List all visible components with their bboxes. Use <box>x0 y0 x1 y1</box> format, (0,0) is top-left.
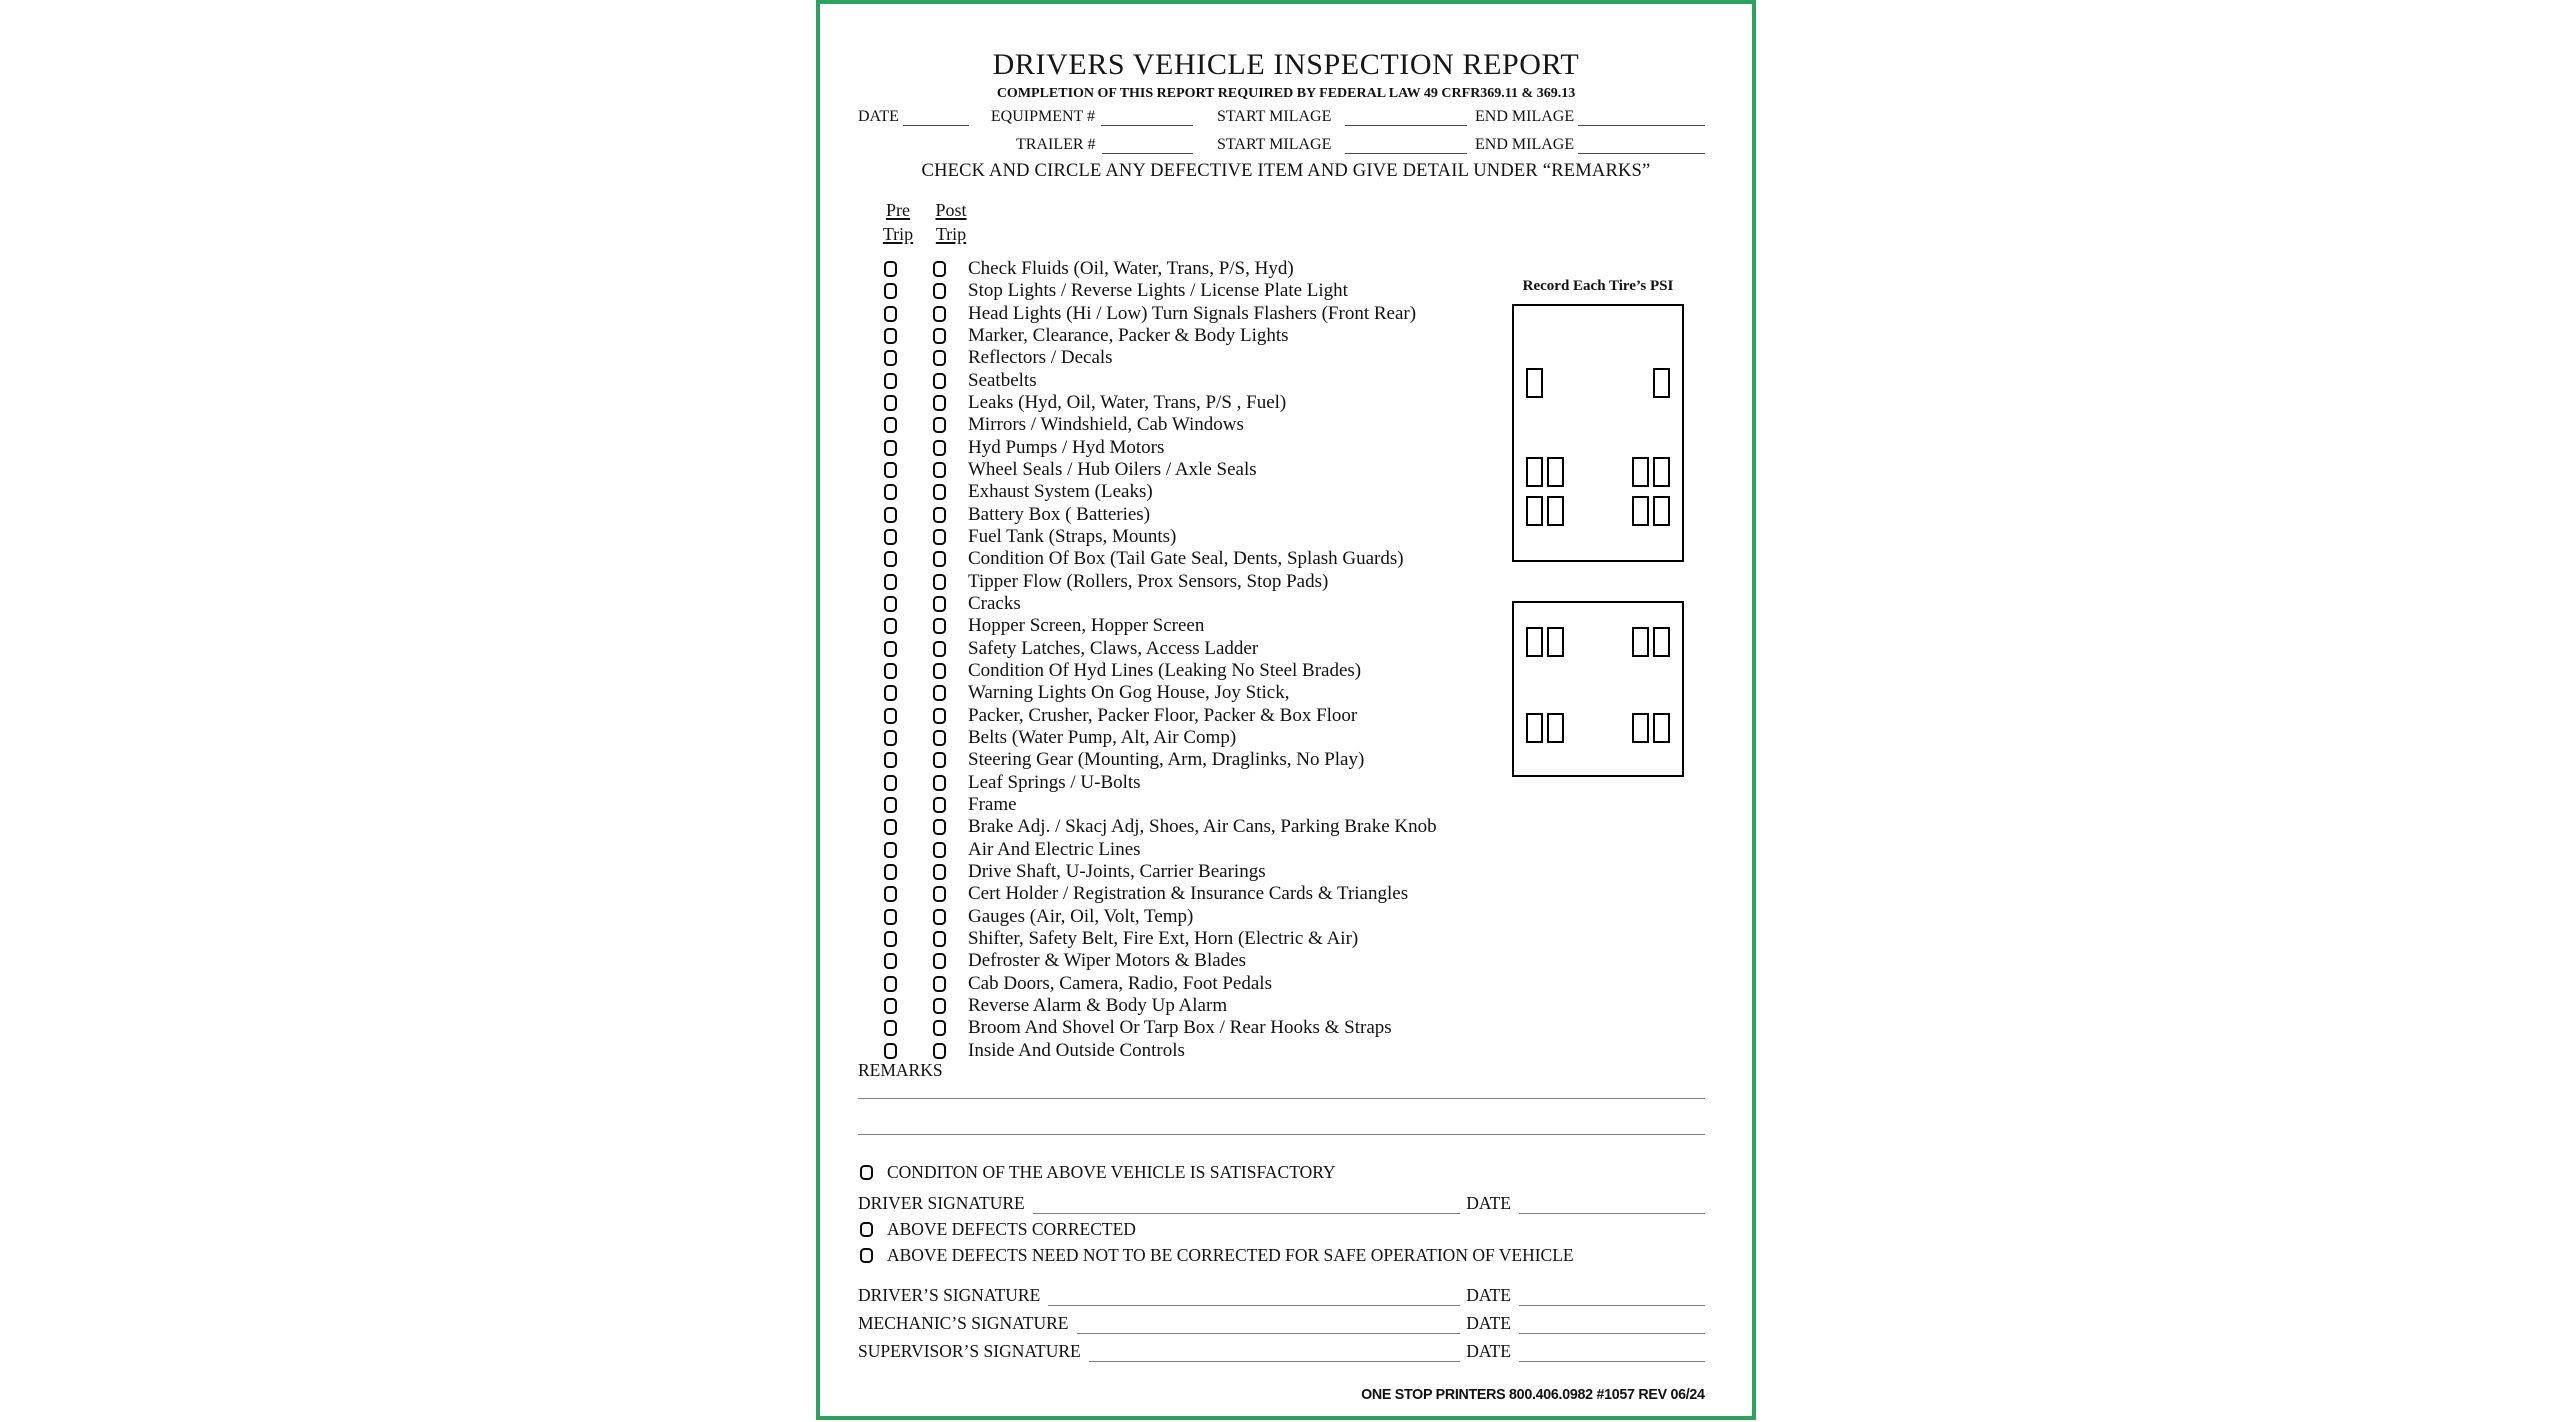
pre-trip-checkbox[interactable] <box>884 574 897 590</box>
post-trip-checkbox[interactable] <box>933 976 946 992</box>
pre-trip-checkbox[interactable] <box>884 708 897 724</box>
trailer-end-milage-input-line[interactable] <box>1578 138 1705 154</box>
pre-trip-checkbox[interactable] <box>884 976 897 992</box>
checklist-row <box>884 325 1504 347</box>
drivers-signature-row <box>858 1282 1705 1306</box>
post-trip-checkbox[interactable] <box>933 462 946 478</box>
satisfactory-label: CONDITON OF THE ABOVE VEHICLE IS SATISFACTORY <box>887 1162 1336 1182</box>
checklist-row <box>884 481 1504 503</box>
satisfactory-checkbox[interactable] <box>860 1165 873 1180</box>
pre-trip-checkbox[interactable] <box>884 909 897 925</box>
checklist-item-label: Seatbelts <box>968 369 1037 391</box>
supervisors-signature-date-label: DATE <box>1466 1341 1511 1361</box>
start-milage-input-line[interactable] <box>1345 110 1467 126</box>
driver-signature-input-line[interactable] <box>1033 1198 1461 1214</box>
tire-psi-cell[interactable] <box>1653 457 1670 487</box>
checklist-item-label: Packer, Crusher, Packer Floor, Packer & Box Floor <box>968 704 1358 726</box>
checklist-item-label: Wheel Seals / Hub Oilers / Axle Seals <box>968 459 1257 481</box>
post-trip-checkbox[interactable] <box>933 395 946 411</box>
mechanics-signature-row <box>858 1310 1705 1334</box>
pre-trip-checkbox[interactable] <box>884 775 897 791</box>
pre-trip-checkbox[interactable] <box>884 417 897 433</box>
pre-trip-checkbox[interactable] <box>884 507 897 523</box>
pre-trip-checkbox[interactable] <box>884 685 897 701</box>
header-fields-row-1 <box>858 104 1705 126</box>
checklist-item-label: Steering Gear (Mounting, Arm, Draglinks, No Play) <box>968 749 1365 771</box>
post-trip-checkbox[interactable] <box>933 306 946 322</box>
pre-label: Pre <box>886 200 910 220</box>
tire-psi-cell[interactable] <box>1547 496 1564 526</box>
checklist-item-label: Marker, Clearance, Packer & Body Lights <box>968 325 1289 347</box>
defects-not-corrected-row <box>860 1245 1574 1266</box>
post-trip-checkbox[interactable] <box>933 328 946 344</box>
tire-psi-cell[interactable] <box>1632 457 1649 487</box>
checklist-item-label: Leaf Springs / U-Bolts <box>968 771 1141 793</box>
post-trip-checkbox[interactable] <box>933 1043 946 1059</box>
post-trip-checkbox[interactable] <box>933 574 946 590</box>
checklist-row <box>884 638 1504 660</box>
checklist-item-label: Hyd Pumps / Hyd Motors <box>968 436 1165 458</box>
post-trip-checkbox[interactable] <box>933 685 946 701</box>
defects-not-corrected-label: ABOVE DEFECTS NEED NOT TO BE CORRECTED FOR SAFE OPERATION OF VEHICLE <box>887 1245 1574 1265</box>
driver-signature-date-label: DATE <box>1466 1193 1511 1213</box>
checklist-item-label: Stop Lights / Reverse Lights / License Plate Light <box>968 280 1348 302</box>
pre-trip-checkbox[interactable] <box>884 440 897 456</box>
post-trip-checkbox[interactable] <box>933 730 946 746</box>
start-milage-label: START MILAGE <box>1217 108 1332 125</box>
checklist-item-label: Broom And Shovel Or Tarp Box / Rear Hooks & Straps <box>968 1017 1392 1039</box>
checklist-row <box>884 682 1504 704</box>
checklist-row <box>884 928 1504 950</box>
pre-trip-label: Trip <box>882 224 914 244</box>
defects-corrected-checkbox[interactable] <box>860 1222 873 1237</box>
checklist-item-label: Battery Box ( Batteries) <box>968 503 1151 525</box>
checklist-row <box>884 727 1504 749</box>
tire-psi-cell[interactable] <box>1632 627 1649 657</box>
form-subtitle: COMPLETION OF THIS REPORT REQUIRED BY FEDERAL LAW 49 CRFR369.11 & 369.13 <box>996 86 1576 101</box>
supervisors-signature-input-line[interactable] <box>1089 1346 1461 1362</box>
tire-psi-cell[interactable] <box>1526 627 1543 657</box>
defects-not-corrected-checkbox[interactable] <box>860 1248 873 1263</box>
printer-footer: ONE STOP PRINTERS 800.406.0982 #1057 REV 06/24 <box>1361 1386 1705 1403</box>
pre-trip-checkbox[interactable] <box>884 1020 897 1036</box>
checklist-item-label: Air And Electric Lines <box>968 838 1141 860</box>
checklist-item-label: Reverse Alarm & Body Up Alarm <box>968 994 1228 1016</box>
date-label: DATE <box>858 108 899 125</box>
checklist-row <box>884 906 1504 928</box>
pre-trip-checkbox[interactable] <box>884 551 897 567</box>
checklist-row <box>884 705 1504 727</box>
checklist-row <box>884 816 1504 838</box>
checklist-item-label: Cab Doors, Camera, Radio, Foot Pedals <box>968 972 1272 994</box>
checklist-row <box>884 459 1504 481</box>
checklist-row <box>884 749 1504 771</box>
post-trip-checkbox[interactable] <box>933 507 946 523</box>
checklist-item-label: Warning Lights On Gog House, Joy Stick, <box>968 682 1290 704</box>
checklist-row <box>884 950 1504 972</box>
checklist-row <box>884 772 1504 794</box>
checklist-item-label: Frame <box>968 794 1017 816</box>
checklist-row <box>884 303 1504 325</box>
post-trip-checkbox[interactable] <box>933 440 946 456</box>
checklist-item-label: Condition Of Hyd Lines (Leaking No Steel Brades) <box>968 660 1362 682</box>
pre-trip-checkbox[interactable] <box>884 529 897 545</box>
trailer-start-milage-label: START MILAGE <box>1217 136 1332 153</box>
checklist-item-label: Safety Latches, Claws, Access Ladder <box>968 637 1259 659</box>
satisfactory-row <box>860 1162 1336 1183</box>
checklist-item-label: Check Fluids (Oil, Water, Trans, P/S, Hyd) <box>968 258 1294 280</box>
pre-trip-checkbox[interactable] <box>884 373 897 389</box>
checklist <box>884 258 1504 1062</box>
checklist-item-label: Reflectors / Decals <box>968 347 1113 369</box>
date-input-line[interactable] <box>903 110 969 126</box>
tire-psi-cell[interactable] <box>1653 368 1670 398</box>
post-trip-checkbox[interactable] <box>933 775 946 791</box>
checklist-row <box>884 347 1504 369</box>
equipment-label: EQUIPMENT # <box>990 108 1096 125</box>
checklist-row <box>884 571 1504 593</box>
pre-trip-checkbox[interactable] <box>884 350 897 366</box>
checklist-row <box>884 258 1504 280</box>
pre-trip-checkbox[interactable] <box>884 842 897 858</box>
driver-signature-label: DRIVER SIGNATURE <box>858 1193 1025 1213</box>
drivers-signature-input-line[interactable] <box>1048 1290 1460 1306</box>
defects-corrected-label: ABOVE DEFECTS CORRECTED <box>887 1219 1136 1239</box>
tire-psi-cell[interactable] <box>1547 627 1564 657</box>
post-trip-checkbox[interactable] <box>933 663 946 679</box>
pre-trip-checkbox[interactable] <box>884 283 897 299</box>
mechanics-signature-label: MECHANIC’S SIGNATURE <box>858 1313 1069 1333</box>
checklist-item-label: Brake Adj. / Skacj Adj, Shoes, Air Cans, Parking Brake Knob <box>968 816 1437 838</box>
pre-trip-checkbox[interactable] <box>884 596 897 612</box>
tire-psi-cell[interactable] <box>1547 713 1564 743</box>
supervisors-signature-date-input-line[interactable] <box>1519 1346 1705 1362</box>
checklist-row <box>884 526 1504 548</box>
post-trip-checkbox[interactable] <box>933 931 946 947</box>
post-trip-checkbox[interactable] <box>933 842 946 858</box>
checklist-row <box>884 883 1504 905</box>
instruction-text: CHECK AND CIRCLE ANY DEFECTIVE ITEM AND GIVE DETAIL UNDER “REMARKS” <box>921 161 1651 181</box>
pre-trip-checkbox[interactable] <box>884 931 897 947</box>
post-trip-checkbox[interactable] <box>933 797 946 813</box>
header-fields-row-2 <box>858 132 1705 154</box>
checklist-row <box>884 392 1504 414</box>
pre-trip-checkbox[interactable] <box>884 306 897 322</box>
tire-psi-cell[interactable] <box>1547 457 1564 487</box>
post-trip-checkbox[interactable] <box>933 529 946 545</box>
defects-corrected-row <box>860 1219 1136 1240</box>
tire-psi-label: Record Each Tire’s PSI <box>1522 278 1674 294</box>
pre-trip-checkbox[interactable] <box>884 953 897 969</box>
tire-psi-cell[interactable] <box>1526 713 1543 743</box>
checklist-row <box>884 593 1504 615</box>
checklist-item-label: Defroster & Wiper Motors & Blades <box>968 950 1247 972</box>
post-trip-checkbox[interactable] <box>933 551 946 567</box>
checklist-item-label: Cracks <box>968 593 1021 615</box>
tire-psi-cell[interactable] <box>1526 496 1543 526</box>
checklist-item-label: Fuel Tank (Straps, Mounts) <box>968 526 1177 548</box>
post-trip-checkbox[interactable] <box>933 373 946 389</box>
end-milage-input-line[interactable] <box>1578 110 1705 126</box>
remarks-input-line-1[interactable] <box>858 1098 1705 1099</box>
post-trip-checkbox[interactable] <box>933 1020 946 1036</box>
pre-trip-checkbox[interactable] <box>884 261 897 277</box>
checklist-item-label: Shifter, Safety Belt, Fire Ext, Horn (Electric & Air) <box>968 928 1359 949</box>
end-milage-label: END MILAGE <box>1475 108 1575 125</box>
post-trip-checkbox[interactable] <box>933 864 946 880</box>
checklist-row <box>884 280 1504 302</box>
post-trip-checkbox[interactable] <box>933 953 946 969</box>
checklist-row <box>884 660 1504 682</box>
checklist-row <box>884 995 1504 1017</box>
post-trip-label: Trip <box>935 224 967 244</box>
post-trip-checkbox[interactable] <box>933 998 946 1014</box>
tire-psi-cell[interactable] <box>1653 627 1670 657</box>
pre-trip-checkbox[interactable] <box>884 395 897 411</box>
post-trip-checkbox[interactable] <box>933 641 946 657</box>
pre-trip-checkbox[interactable] <box>884 663 897 679</box>
equipment-input-line[interactable] <box>1101 110 1193 126</box>
tire-psi-cell[interactable] <box>1632 713 1649 743</box>
post-trip-column-header <box>919 198 983 246</box>
checklist-row <box>884 1039 1504 1061</box>
trailer-input-line[interactable] <box>1102 138 1193 154</box>
post-trip-checkbox[interactable] <box>933 752 946 768</box>
checklist-row <box>884 1017 1504 1039</box>
remarks-input-line-2[interactable] <box>858 1134 1705 1135</box>
post-trip-checkbox[interactable] <box>933 819 946 835</box>
supervisors-signature-row <box>858 1338 1705 1362</box>
checklist-item-label: Hopper Screen, Hopper Screen <box>968 615 1205 637</box>
post-trip-checkbox[interactable] <box>933 886 946 902</box>
post-trip-checkbox[interactable] <box>933 596 946 612</box>
checklist-row <box>884 548 1504 570</box>
pre-trip-checkbox[interactable] <box>884 618 897 634</box>
checklist-row <box>884 504 1504 526</box>
mechanics-signature-date-label: DATE <box>1466 1313 1511 1333</box>
checklist-item-label: Inside And Outside Controls <box>968 1039 1185 1061</box>
pre-trip-checkbox[interactable] <box>884 1043 897 1059</box>
checklist-item-label: Gauges (Air, Oil, Volt, Temp) <box>968 905 1194 927</box>
pre-trip-checkbox[interactable] <box>884 797 897 813</box>
pre-trip-checkbox[interactable] <box>884 730 897 746</box>
truck-tire-box <box>1512 304 1684 562</box>
checklist-row <box>884 973 1504 995</box>
supervisors-signature-label: SUPERVISOR’S SIGNATURE <box>858 1341 1081 1361</box>
post-trip-checkbox[interactable] <box>933 484 946 500</box>
driver-signature-date-input-line[interactable] <box>1519 1198 1705 1214</box>
tire-psi-cell[interactable] <box>1632 496 1649 526</box>
checklist-item-label: Belts (Water Pump, Alt, Air Comp) <box>968 727 1237 749</box>
checklist-item-label: Leaks (Hyd, Oil, Water, Trans, P/S , Fuel) <box>968 392 1287 414</box>
checklist-row <box>884 839 1504 861</box>
pre-trip-checkbox[interactable] <box>884 328 897 344</box>
trailer-start-milage-input-line[interactable] <box>1345 138 1467 154</box>
form-title: DRIVERS VEHICLE INSPECTION REPORT <box>992 48 1580 81</box>
post-trip-checkbox[interactable] <box>933 283 946 299</box>
drivers-signature-date-input-line[interactable] <box>1519 1290 1705 1306</box>
tire-psi-cell[interactable] <box>1653 713 1670 743</box>
post-trip-checkbox[interactable] <box>933 417 946 433</box>
checklist-row <box>884 414 1504 436</box>
checklist-item-label: Exhaust System (Leaks) <box>968 481 1153 503</box>
post-trip-checkbox[interactable] <box>933 909 946 925</box>
pre-trip-checkbox[interactable] <box>884 886 897 902</box>
trailer-label: TRAILER # <box>1016 136 1096 153</box>
checklist-item-label: Drive Shaft, U-Joints, Carrier Bearings <box>968 861 1266 883</box>
checklist-item-label: Mirrors / Windshield, Cab Windows <box>968 414 1244 436</box>
pre-trip-checkbox[interactable] <box>884 998 897 1014</box>
tire-psi-cell[interactable] <box>1653 496 1670 526</box>
trailer-end-milage-label: END MILAGE <box>1475 136 1575 153</box>
mechanics-signature-date-input-line[interactable] <box>1519 1318 1705 1334</box>
post-trip-checkbox[interactable] <box>933 350 946 366</box>
drivers-signature-date-label: DATE <box>1466 1285 1511 1305</box>
pre-trip-checkbox[interactable] <box>884 462 897 478</box>
tire-psi-cell[interactable] <box>1526 457 1543 487</box>
post-trip-checkbox[interactable] <box>933 708 946 724</box>
checklist-row <box>884 615 1504 637</box>
checklist-item-label: Cert Holder / Registration & Insurance Cards & Triangles <box>968 883 1409 905</box>
pre-trip-checkbox[interactable] <box>884 641 897 657</box>
checklist-row <box>884 370 1504 392</box>
remarks-label: REMARKS <box>858 1060 943 1080</box>
mechanics-signature-input-line[interactable] <box>1077 1318 1461 1334</box>
pre-trip-checkbox[interactable] <box>884 864 897 880</box>
drivers-signature-label: DRIVER’S SIGNATURE <box>858 1285 1041 1305</box>
post-trip-checkbox[interactable] <box>933 261 946 277</box>
checklist-row <box>884 794 1504 816</box>
pre-trip-checkbox[interactable] <box>884 484 897 500</box>
pre-trip-checkbox[interactable] <box>884 819 897 835</box>
checklist-item-label: Head Lights (Hi / Low) Turn Signals Flashers (Front Rear) <box>968 302 1417 324</box>
inspection-form <box>816 0 1756 1420</box>
checklist-item-label: Tipper Flow (Rollers, Prox Sensors, Stop Pads) <box>968 570 1329 592</box>
tire-psi-cell[interactable] <box>1526 368 1543 398</box>
post-trip-checkbox[interactable] <box>933 618 946 634</box>
trailer-tire-box <box>1512 601 1684 777</box>
pre-trip-checkbox[interactable] <box>884 752 897 768</box>
post-label: Post <box>935 200 967 220</box>
checklist-row <box>884 861 1504 883</box>
checklist-item-label: Condition Of Box (Tail Gate Seal, Dents, Splash Guards) <box>968 548 1404 570</box>
driver-signature-row <box>858 1190 1705 1214</box>
checklist-row <box>884 437 1504 459</box>
